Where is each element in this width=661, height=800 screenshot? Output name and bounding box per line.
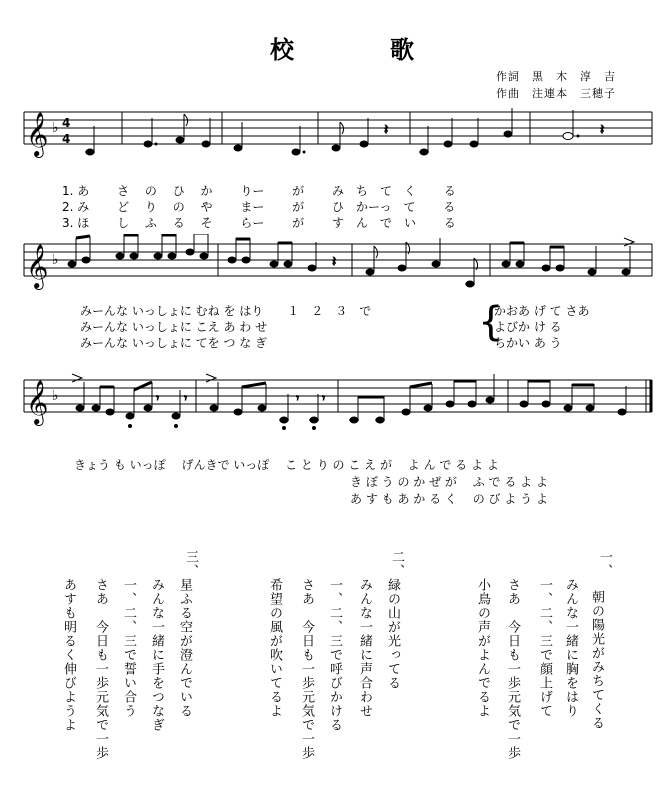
chorus-end-1: かおあ げ て さあ: [494, 304, 590, 318]
verse-3-lyrics: 3. ほ し ふ る そ らー が す ん で い る: [62, 216, 456, 230]
flat-key: ♭: [52, 388, 59, 404]
notes-1: [85, 108, 604, 155]
treble-clef: 𝄞: [26, 380, 49, 424]
svg-text:𝄾: 𝄾: [184, 391, 188, 405]
flat-key: ♭: [52, 252, 59, 268]
verse-1-lyrics: 1. あ さ の ひ か りー が み ち て く る: [62, 184, 456, 198]
verse-2-label: 二、: [389, 550, 404, 578]
svg-text:𝄽: 𝄽: [332, 254, 337, 270]
title-char-1: 校: [270, 36, 294, 64]
verse-2-line-1: 緑の山が光ってる: [385, 578, 400, 690]
verse-1-line-3: 一、二、三で顔上げて: [537, 578, 552, 718]
verse-1-line-4: さあ 今日も一歩元気で一歩: [505, 578, 520, 760]
svg-text:𝄽: 𝄽: [384, 122, 389, 138]
chorus-end-2: よびか け る: [494, 320, 562, 334]
lyric-brace: {: [478, 299, 504, 345]
time-sig-top: 4: [62, 116, 71, 130]
chorus-line-2: みーんな いっしょに こえ あ わ せ: [80, 320, 268, 334]
chorus-line-1: みーんな いっしょに むね を はり １ ２ ３ で: [80, 304, 372, 318]
notes-3: [72, 374, 626, 430]
treble-clef: 𝄞: [26, 244, 49, 288]
verse-3-line-1: 星ふる空が澄んでいる: [177, 578, 192, 718]
music-staff-2: [0, 234, 661, 304]
music-staff-3: [0, 368, 661, 448]
verse-3-line-2: みんな一緒に手をつなぎ: [149, 578, 164, 732]
treble-clef: 𝄞: [26, 112, 49, 156]
svg-text:𝄾: 𝄾: [296, 391, 300, 405]
composer-credit: 作曲 注連本 三穂子: [496, 87, 616, 100]
title-char-2: 歌: [390, 36, 414, 64]
verse-1-line-5: 小鳥の声がよんでるよ: [475, 578, 490, 718]
chorus-end-3: ちかい あ う: [494, 336, 562, 350]
verse-3-line-5: あすも明るく伸びようよ: [61, 578, 76, 732]
verse-2-lyrics: 2. み ど り の や まー が ひ かーっ て る: [62, 200, 456, 214]
time-sig-bottom: 4: [62, 132, 71, 146]
svg-text:𝄾: 𝄾: [322, 391, 326, 405]
verse-1-line-2: みんな一緒に胸をはり: [563, 578, 578, 718]
staff-lines: [24, 112, 652, 144]
verse-2-line-5: 希望の風が吹いてるよ: [267, 578, 282, 718]
verse-2-line-4: さあ 今日も一歩元気で一歩: [299, 578, 314, 760]
music-staff-1: [0, 100, 661, 180]
coda-line-2: き ぼ う の か ぜ が ふ で る よ よ: [350, 475, 548, 489]
verse-1-label: 一、: [597, 550, 612, 578]
verse-3-line-3: 一、二、三で誓い合う: [121, 578, 136, 718]
coda-line-1: きょう も いっぽ げんきで いっぽ こ と り の こ え が よ ん で る よ よ: [74, 458, 499, 472]
verse-1-line-1: 朝の陽光がみちてくる: [589, 590, 604, 730]
verse-3-label: 三、: [183, 550, 198, 578]
svg-text:𝄾: 𝄾: [156, 391, 160, 405]
verse-2-line-2: みんな一緒に声合わせ: [357, 578, 372, 718]
flat-key: ♭: [52, 120, 59, 136]
verse-3-line-4: さあ 今日も一歩元気で一歩: [93, 578, 108, 760]
verse-2-line-3: 一、二、三で呼びかける: [327, 578, 342, 732]
svg-text:𝄽: 𝄽: [600, 122, 605, 138]
lyricist-credit: 作詞 黒 木 淳 吉: [496, 70, 616, 83]
coda-line-3: あ す も あ か る く の び よ う よ: [350, 492, 548, 506]
chorus-line-3: みーんな いっしょに てを つ な ぎ: [80, 336, 268, 350]
